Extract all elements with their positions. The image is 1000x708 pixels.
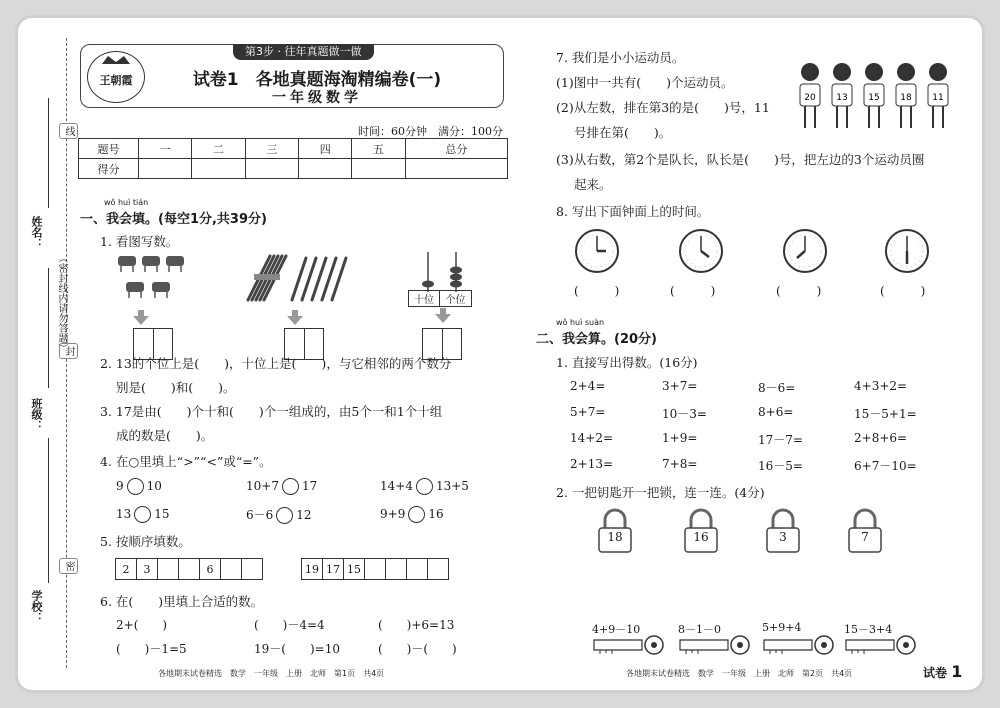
- tens-label: 十位: [408, 290, 440, 307]
- abacus-icon: [408, 252, 478, 292]
- seq-cell[interactable]: [364, 558, 386, 580]
- seq-cell[interactable]: 17: [322, 558, 344, 580]
- key-icon[interactable]: [844, 634, 919, 656]
- q2-line1: 2. 13的个位上是( )，十位上是( )，与它相邻的两个数分: [100, 356, 452, 371]
- q7-title: 7. 我们是小小运动员。: [556, 50, 685, 65]
- score-cell[interactable]: [405, 159, 507, 179]
- q7-line1: (1)图中一共有( )个运动员。: [556, 75, 734, 90]
- s2-q2-text: 2. 一把钥匙开一把锁，连一连。(4分): [556, 485, 765, 500]
- score-row: [79, 159, 508, 179]
- compare-item: 9 10: [116, 479, 162, 493]
- compare-item: 9+9 16: [380, 507, 444, 521]
- jersey-number: 18: [900, 93, 912, 103]
- mark-line: 线: [59, 123, 78, 139]
- compare-item: 6－6 12: [246, 508, 312, 522]
- score-row-label: 得分: [79, 159, 139, 179]
- time-answer[interactable]: ( ): [574, 284, 620, 298]
- q3-line1: 3. 17是由( )个十和( )个一组成的，由5个一和1个十组: [100, 404, 443, 419]
- score-header: 五: [352, 139, 405, 159]
- paper-number: 试卷 1: [923, 662, 963, 681]
- key-icon[interactable]: [592, 634, 667, 656]
- compare-circle[interactable]: [282, 478, 299, 495]
- compare-item: 14+4 13+5: [380, 479, 469, 493]
- fill-item: ( )－1=5: [116, 642, 187, 656]
- seq-cell[interactable]: 6: [199, 558, 221, 580]
- time-answer[interactable]: ( ): [670, 284, 716, 298]
- seq-cell[interactable]: 19: [301, 558, 323, 580]
- calc-item: 15－5+1=: [854, 407, 917, 421]
- class-underline: [48, 268, 49, 388]
- score-header-row: [79, 139, 508, 159]
- score-cell[interactable]: [139, 159, 192, 179]
- compare-item: 10+7 17: [246, 479, 318, 493]
- calc-item: 1+9=: [662, 431, 698, 445]
- score-header: 一: [139, 139, 192, 159]
- key-expression: 15－3+4: [844, 623, 893, 636]
- clock-icon: [574, 228, 620, 274]
- key-icon[interactable]: [762, 634, 837, 656]
- q3-line2: 成的数是( )。: [116, 428, 214, 443]
- exam-header: [80, 44, 504, 108]
- calc-item: 14+2=: [570, 431, 614, 445]
- q8-title: 8. 写出下面钟面上的时间。: [556, 204, 710, 219]
- score-table: [78, 138, 508, 179]
- compare-item: 13 15: [116, 507, 170, 521]
- key-icon[interactable]: [678, 634, 753, 656]
- lock-number: 3: [779, 530, 787, 544]
- calc-item: 16－5=: [758, 459, 803, 473]
- footer-right: 各地期末试卷精选 数学 一年级 上册 北师 第2页 共4页: [626, 669, 853, 678]
- time-answer[interactable]: ( ): [776, 284, 822, 298]
- lock-number: 7: [861, 530, 869, 544]
- q7-line3b: 起来。: [574, 177, 612, 192]
- compare-circle[interactable]: [416, 478, 433, 495]
- fill-item: ( )－4=4: [254, 618, 325, 632]
- score-header: 题号: [79, 139, 139, 159]
- lock-number: 18: [607, 530, 623, 544]
- mark-seal: 封: [59, 343, 78, 359]
- school-underline: [48, 438, 49, 583]
- q7-line2b: 号排在第( )。: [574, 125, 672, 140]
- score-cell[interactable]: [245, 159, 298, 179]
- q2-line2: 别是( )和( )。: [116, 380, 236, 395]
- fill-item: ( )－( ): [378, 642, 457, 656]
- section2-pinyin: wǒ huì suàn: [556, 318, 605, 327]
- sequence-2: [302, 558, 449, 580]
- score-cell[interactable]: [299, 159, 352, 179]
- calc-item: 8+6=: [758, 405, 794, 419]
- q7-line3a: (3)从右数，第2个是队长，队长是( )号，把左边的3个运动员圈: [556, 152, 925, 167]
- cows-icon: [116, 252, 196, 310]
- score-header: 三: [245, 139, 298, 159]
- calc-item: 17－7=: [758, 433, 803, 447]
- calc-item: 8－6=: [758, 381, 796, 395]
- score-cell[interactable]: [352, 159, 405, 179]
- athletes-icon: [794, 60, 964, 136]
- q4-text: 4. 在○里填上“>”“<”或“=”。: [100, 454, 272, 469]
- exam-info: 时间：60分钟 满分：100分: [358, 125, 503, 138]
- score-header: 四: [299, 139, 352, 159]
- sticks-icon: [240, 250, 350, 306]
- key-expression: 4+9－10: [592, 623, 641, 636]
- time-answer[interactable]: ( ): [880, 284, 926, 298]
- section1-pinyin: wǒ huì tián: [104, 198, 149, 207]
- jersey-number: 15: [868, 93, 880, 103]
- section1-title: 一、我会填。(每空1分,共39分): [80, 212, 267, 227]
- score-cell[interactable]: [192, 159, 245, 179]
- arrow-down-icon: [287, 316, 303, 325]
- calc-item: 5+7=: [570, 405, 606, 419]
- compare-circle[interactable]: [408, 506, 425, 523]
- q6-text: 6. 在( )里填上合适的数。: [100, 594, 264, 609]
- school-label: 学校：: [30, 590, 43, 623]
- abacus-base: [408, 290, 472, 307]
- seq-cell[interactable]: 15: [343, 558, 365, 580]
- clock-icon: [884, 228, 930, 274]
- lock-number: 16: [693, 530, 709, 544]
- clock-icon: [678, 228, 724, 274]
- fill-item: 19－( )=10: [254, 642, 340, 656]
- seq-cell[interactable]: [220, 558, 242, 580]
- jersey-number: 13: [836, 93, 848, 103]
- key-expression: 5+9+4: [762, 621, 802, 634]
- jersey-number: 20: [804, 93, 816, 103]
- mark-secret: 密: [59, 558, 78, 574]
- calc-item: 3+7=: [662, 379, 698, 393]
- key-expression: 8－1－0: [678, 623, 721, 636]
- ones-label: 个位: [440, 290, 472, 307]
- calc-item: 4+3+2=: [854, 379, 908, 393]
- calc-item: 10－3=: [662, 407, 707, 421]
- exam-subtitle: 一年级数学: [272, 90, 362, 106]
- q7-line2a: (2)从左数，排在第3的是( )号，11: [556, 100, 770, 115]
- section2-title: 二、我会算。(20分): [536, 332, 657, 347]
- compare-circle[interactable]: [134, 506, 151, 523]
- step-banner: 第3步 · 往年真题做一做: [233, 44, 374, 60]
- q5-text: 5. 按顺序填数。: [100, 534, 191, 549]
- fill-item: ( )+6=13: [378, 618, 455, 632]
- seq-cell[interactable]: 3: [136, 558, 158, 580]
- seq-cell[interactable]: [178, 558, 200, 580]
- exam-sheet: [18, 18, 982, 690]
- seq-cell[interactable]: [427, 558, 449, 580]
- jersey-number: 11: [932, 93, 944, 103]
- arrow-down-icon: [133, 316, 149, 325]
- seq-cell[interactable]: [406, 558, 428, 580]
- calc-item: 7+8=: [662, 457, 698, 471]
- q1-text: 1. 看图写数。: [100, 234, 179, 249]
- exam-title: 试卷1 各地真题海淘精编卷(一): [192, 70, 442, 90]
- compare-circle[interactable]: [127, 478, 144, 495]
- seq-cell[interactable]: 2: [115, 558, 137, 580]
- s2-q1-text: 1. 直接写出得数。(16分): [556, 355, 698, 370]
- calc-item: 2+8+6=: [854, 431, 908, 445]
- score-header: 二: [192, 139, 245, 159]
- logo-text: 王朝霞: [99, 74, 133, 87]
- name-label: 姓名：: [30, 216, 43, 249]
- seq-cell[interactable]: [241, 558, 263, 580]
- name-underline: [48, 98, 49, 208]
- sequence-1: [116, 558, 263, 580]
- clock-icon: [782, 228, 828, 274]
- calc-item: 2+13=: [570, 457, 614, 471]
- class-label: 班级：: [30, 398, 43, 431]
- footer-left: 各地期末试卷精选 数学 一年级 上册 北师 第1页 共4页: [158, 669, 385, 678]
- compare-circle[interactable]: [276, 507, 293, 524]
- calc-item: 6+7－10=: [854, 459, 917, 473]
- seal-note: （密封线内请勿答题）: [56, 253, 67, 353]
- fill-item: 2+( ): [116, 618, 168, 632]
- calc-item: 2+4=: [570, 379, 606, 393]
- score-header: 总分: [405, 139, 507, 159]
- arrow-down-icon: [435, 314, 451, 323]
- seq-cell[interactable]: [157, 558, 179, 580]
- seq-cell[interactable]: [385, 558, 407, 580]
